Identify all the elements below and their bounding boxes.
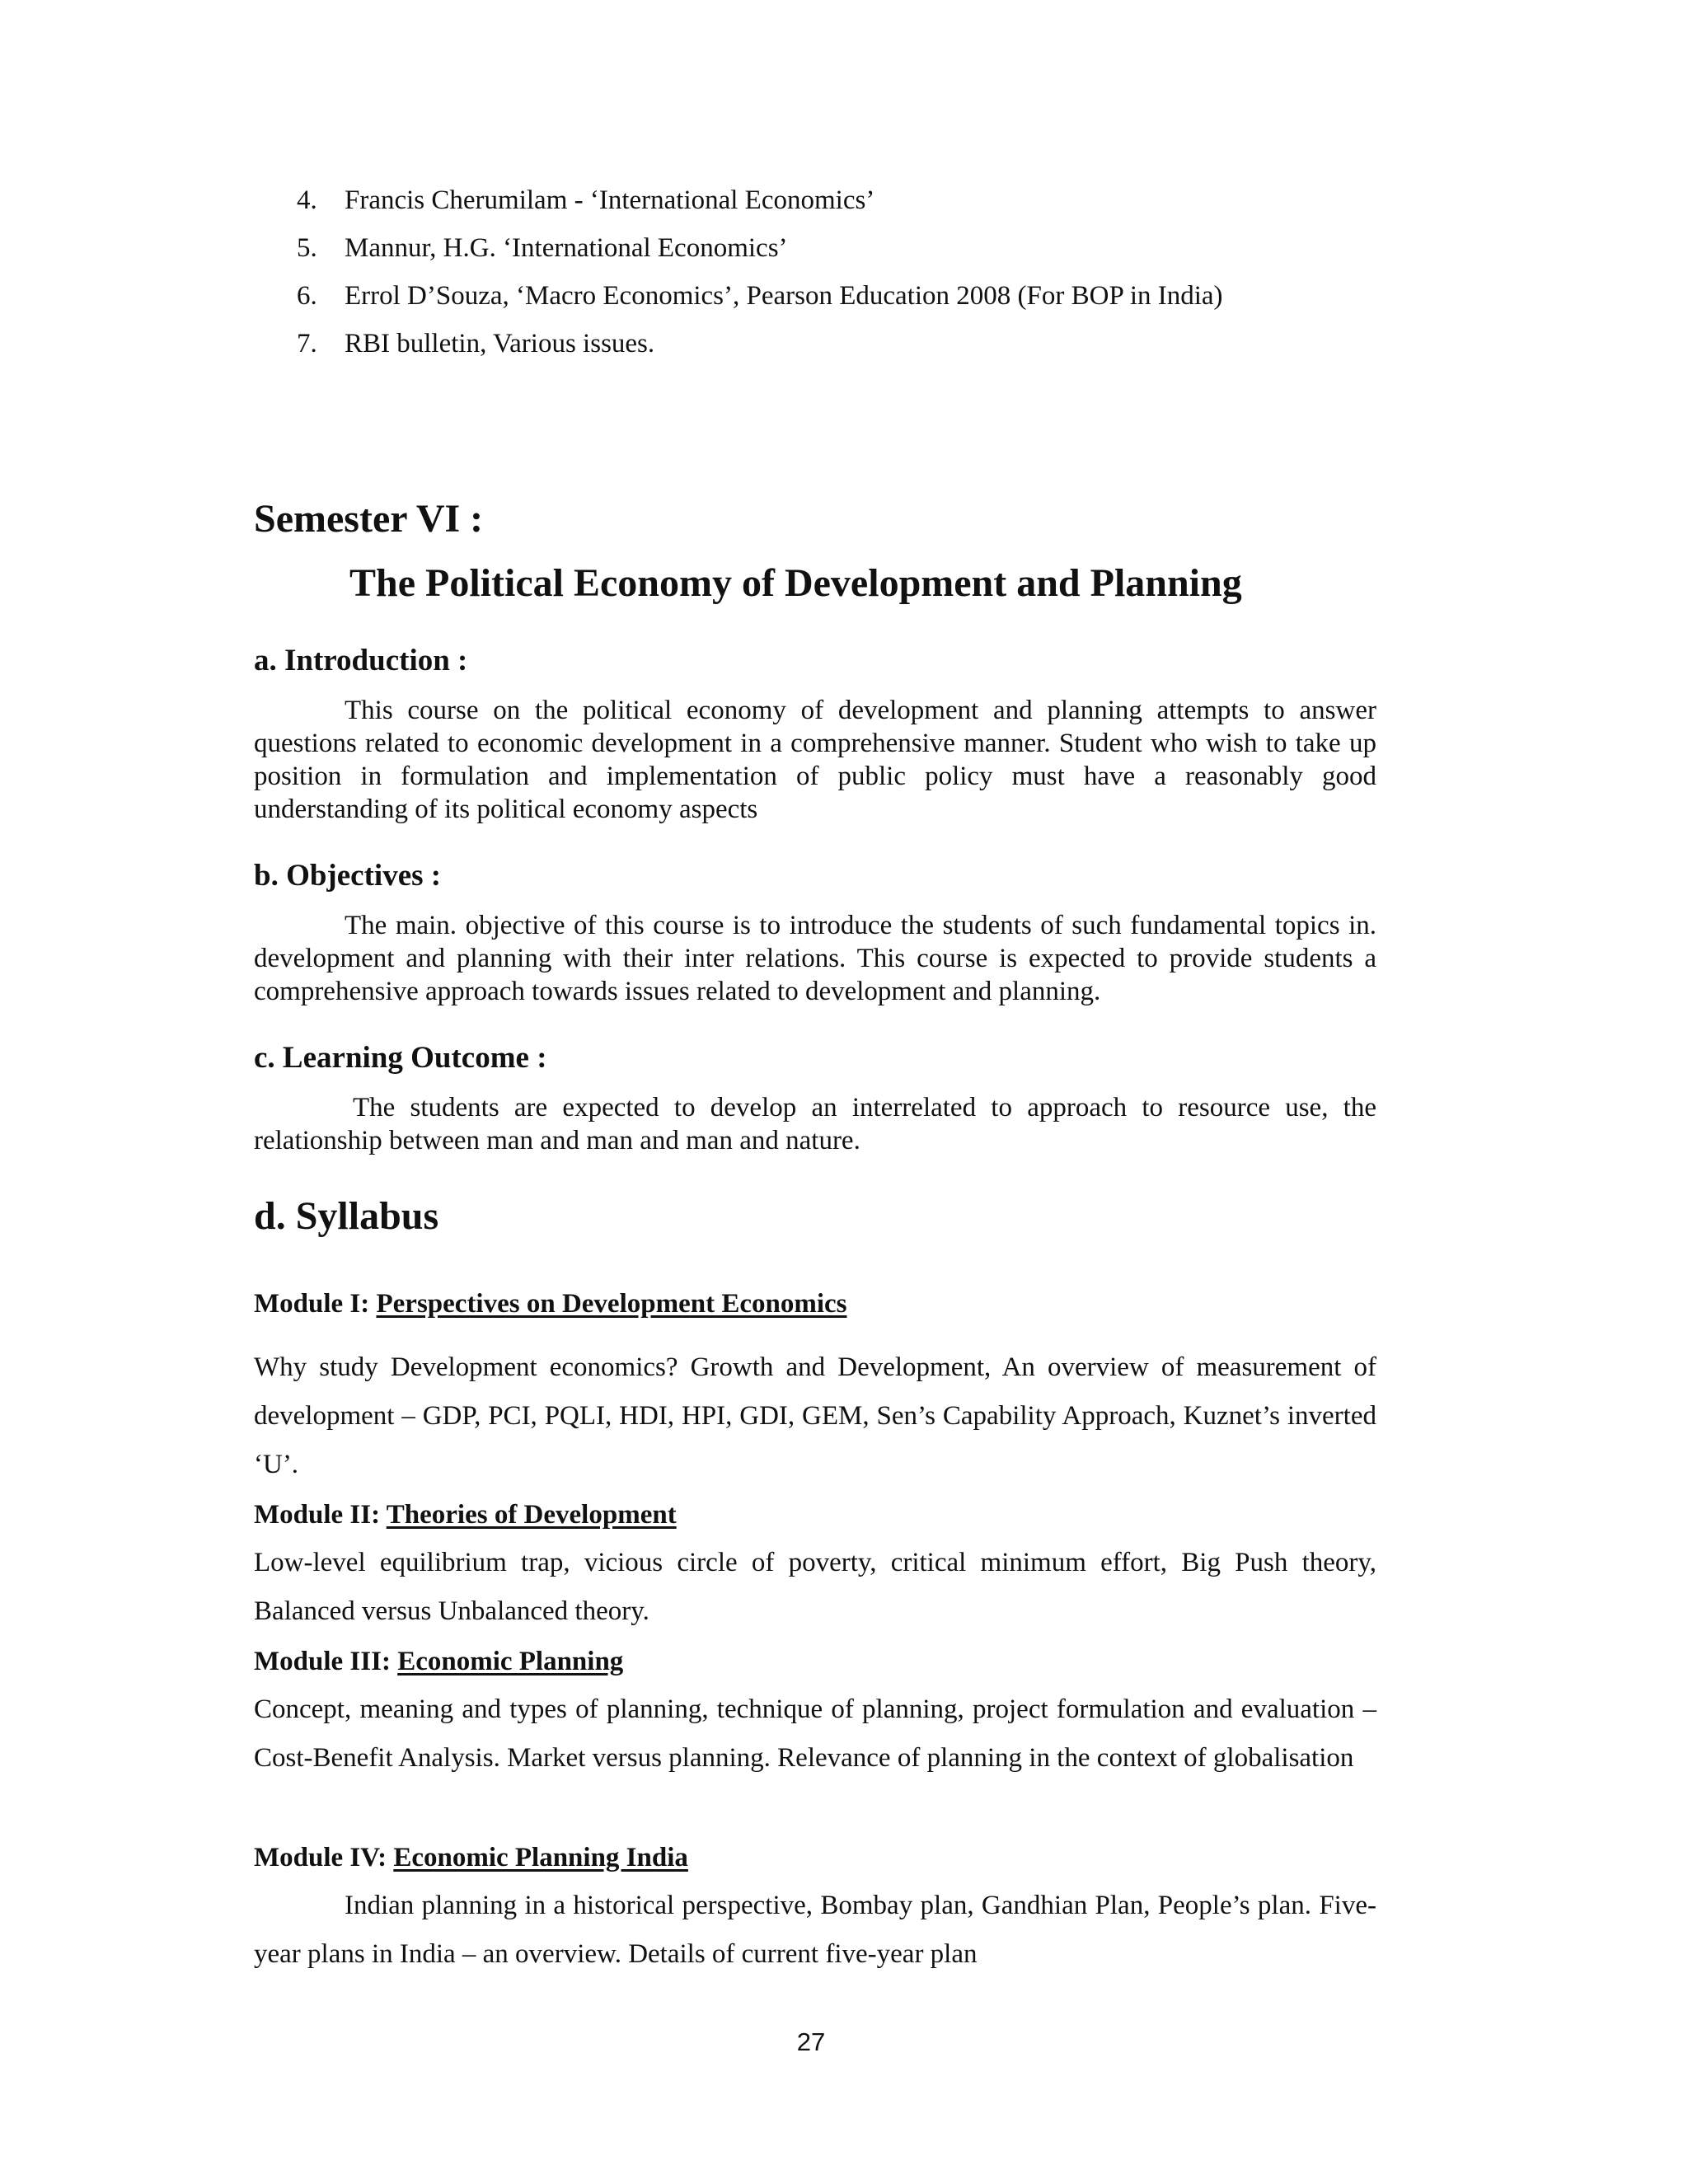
module-heading	[254, 1643, 1376, 1680]
module-heading	[254, 1497, 1376, 1533]
objectives-heading: b. Objectives :	[254, 859, 442, 893]
course-title: The Political Economy of Development and Planning	[349, 561, 1242, 605]
reference-list	[297, 176, 1223, 368]
reference-text: Errol D’Souza, ‘Macro Economics’, Pearson Education 2008 (For BOP in India)	[345, 281, 1223, 311]
introduction-heading: a. Introduction :	[254, 644, 468, 677]
module-title: Theories of Development	[386, 1500, 677, 1530]
module-label: Module II:	[254, 1500, 381, 1530]
module-title: Perspectives on Development Economics	[376, 1289, 847, 1319]
reference-number: 5.	[297, 233, 317, 263]
reference-item	[297, 176, 1223, 224]
module-heading	[254, 1840, 1376, 1876]
module-title: Economic Planning India	[393, 1843, 688, 1872]
module-text: Why study Development economics? Growth and Development, An overview of measurement of development – GDP, PCI, PQLI, HDI, HPI, GDI, GEM, Sen’s Capability Approach, Kuznet’s inverted ‘U’.	[254, 1352, 1376, 1479]
learning-outcome-text: The students are expected to develop an interrelated to approach to resource use, the relationship between man and man and man and nature.	[254, 1093, 1376, 1155]
reference-number: 7.	[297, 329, 317, 359]
reference-number: 6.	[297, 281, 317, 311]
module-text: Indian planning in a historical perspective, Bombay plan, Gandhian Plan, People’s plan. Five-year plans in India – an overview. Details of current five-year plan	[254, 1891, 1376, 1969]
module-heading	[254, 1286, 1376, 1322]
reference-item	[297, 320, 1223, 368]
reference-item	[297, 272, 1223, 320]
objectives-text: The main. objective of this course is to introduce the students of such fundamental topics in. development and planning with their inter relations. This course is expected to provide students a comprehensive approach towards issues related to development and planning.	[254, 911, 1376, 1006]
module-label: Module III:	[254, 1647, 391, 1676]
module-label: Module IV:	[254, 1843, 387, 1872]
module-label: Module I:	[254, 1289, 370, 1319]
module-title: Economic Planning	[397, 1647, 624, 1676]
reference-number: 4.	[297, 185, 317, 215]
syllabus-heading: d. Syllabus	[254, 1194, 439, 1238]
reference-text: RBI bulletin, Various issues.	[345, 329, 655, 359]
introduction-text: This course on the political economy of development and planning attempts to answer questions related to economic development in a comprehensive manner. Student who wish to take up position in formulation and implementation of public policy must have a reasonably good understanding of its political economy aspects	[254, 696, 1376, 824]
module-text: Concept, meaning and types of planning, technique of planning, project formulation and evaluation – Cost-Benefit Analysis. Market versus planning. Relevance of planning in the context of globalisation	[254, 1694, 1376, 1773]
semester-title: Semester VI :	[254, 497, 484, 541]
reference-item	[297, 224, 1223, 272]
reference-text: Francis Cherumilam - ‘International Economics’	[345, 185, 875, 215]
reference-text: Mannur, H.G. ‘International Economics’	[345, 233, 788, 263]
page-number: 27	[796, 2027, 826, 2056]
module-text: Low-level equilibrium trap, vicious circle of poverty, critical minimum effort, Big Push theory, Balanced versus Unbalanced theory.	[254, 1548, 1376, 1626]
learning-outcome-heading: c. Learning Outcome :	[254, 1041, 547, 1075]
